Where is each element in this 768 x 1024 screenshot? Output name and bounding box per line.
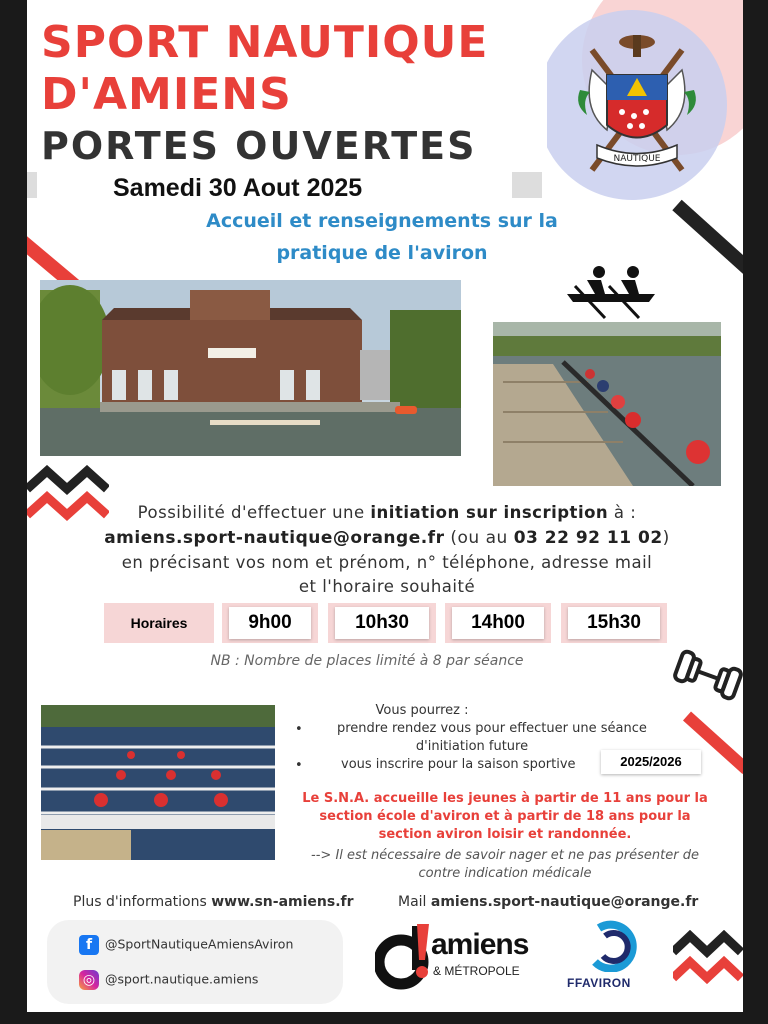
title-line-3: PORTES OUVERTES — [41, 124, 477, 168]
instagram-icon: ◎ — [79, 970, 99, 990]
phone-suffix: ) — [662, 528, 670, 548]
bullet: • — [295, 758, 303, 773]
contact-phone[interactable]: 03 22 92 11 02 — [513, 528, 663, 548]
amiens-logo-subtext: & MÉTROPOLE — [433, 964, 520, 978]
initiation-info-line-3: en précisant vos nom et prénom, n° téléphone, adresse mail — [121, 553, 653, 572]
mail-link[interactable]: amiens.sport-nautique@orange.fr — [430, 894, 699, 910]
initiation-info-line-1 — [67, 501, 707, 525]
racing-boats-photo — [41, 705, 275, 860]
facebook-handle: @SportNautiqueAmiensAviron — [105, 936, 294, 952]
notice-line-2: section école d'aviron et à partir de 18 ans pour la — [319, 809, 691, 824]
bullet: • — [295, 722, 303, 737]
facebook-icon: f — [79, 935, 99, 955]
club-crest-logo — [572, 30, 702, 185]
slot-time: 10h30 — [335, 607, 429, 639]
poster — [27, 0, 743, 1012]
season-badge: 2025/2026 — [601, 750, 701, 774]
instagram-link[interactable] — [79, 970, 258, 990]
slot-time: 14h00 — [452, 607, 544, 639]
notice-line-5: contre indication médicale — [418, 866, 592, 881]
slot-time: 15h30 — [568, 607, 660, 639]
more-info-line — [73, 894, 354, 910]
amiens-logo-mark — [375, 922, 429, 992]
svg-text:NAUTIQUE: NAUTIQUE — [613, 154, 661, 164]
decor-black-bar-right — [672, 200, 743, 277]
zigzag-decor-right — [673, 930, 743, 986]
website-link[interactable]: www.sn-amiens.fr — [211, 894, 354, 910]
rowers-icon — [565, 264, 657, 320]
amiens-logo-text: amiens — [431, 928, 529, 961]
contact-line — [67, 526, 707, 550]
pontoon-photo — [493, 322, 721, 486]
notice-line-3: section aviron loisir et randonnée. — [378, 827, 632, 842]
mail-line — [398, 894, 698, 910]
schedule-slot — [222, 603, 318, 643]
notice-line-4: --> Il est nécessaire de savoir nager et ne pas présenter de — [311, 848, 699, 863]
option-1-line-1: prendre rendez vous pour effectuer une séance — [337, 721, 647, 736]
slot-time: 9h00 — [229, 607, 311, 639]
social-links-box — [47, 920, 343, 1004]
ffaviron-logo-text: FFAVIRON — [567, 976, 631, 990]
event-date: Samedi 30 Aout 2025 — [113, 174, 363, 202]
subtitle-line-2: pratique de l'aviron — [276, 242, 488, 264]
option-2: vous inscrire pour la saison sportive — [341, 757, 576, 772]
boathouse-photo — [40, 280, 461, 456]
initiation-info-line-4: et l'horaire souhaité — [298, 577, 476, 596]
date-band-left — [27, 172, 37, 198]
info-text-a: Possibilité d'effectuer une — [137, 503, 371, 522]
schedule-slot — [328, 603, 436, 643]
contact-email[interactable]: amiens.sport-nautique@orange.fr — [104, 528, 445, 548]
options-intro: Vous pourrez : — [375, 703, 469, 718]
schedule-slot — [445, 603, 551, 643]
more-info-label: Plus d'informations — [73, 894, 212, 910]
dumbbell-icon — [673, 646, 743, 704]
instagram-handle: @sport.nautique.amiens — [105, 971, 259, 987]
info-text-c: à : — [608, 503, 637, 522]
subtitle-line-1: Accueil et renseignements sur la — [206, 210, 558, 232]
title-line-1: SPORT NAUTIQUE — [41, 17, 489, 68]
schedule-label: Horaires — [104, 603, 214, 643]
option-1-line-2: d'initiation future — [415, 739, 529, 754]
mail-label: Mail — [398, 894, 431, 910]
ffaviron-logo-mark — [585, 920, 641, 972]
facebook-link[interactable] — [79, 935, 293, 955]
phone-prefix: (ou au — [444, 528, 514, 548]
title-line-2: D'AMIENS — [41, 69, 292, 120]
schedule-slot — [561, 603, 667, 643]
info-text-bold: initiation sur inscription — [370, 503, 609, 522]
places-note: NB : Nombre de places limité à 8 par séance — [210, 653, 524, 669]
date-band-right — [512, 172, 542, 198]
notice-line-1: Le S.N.A. accueille les jeunes à partir de 11 ans pour la — [302, 791, 708, 806]
